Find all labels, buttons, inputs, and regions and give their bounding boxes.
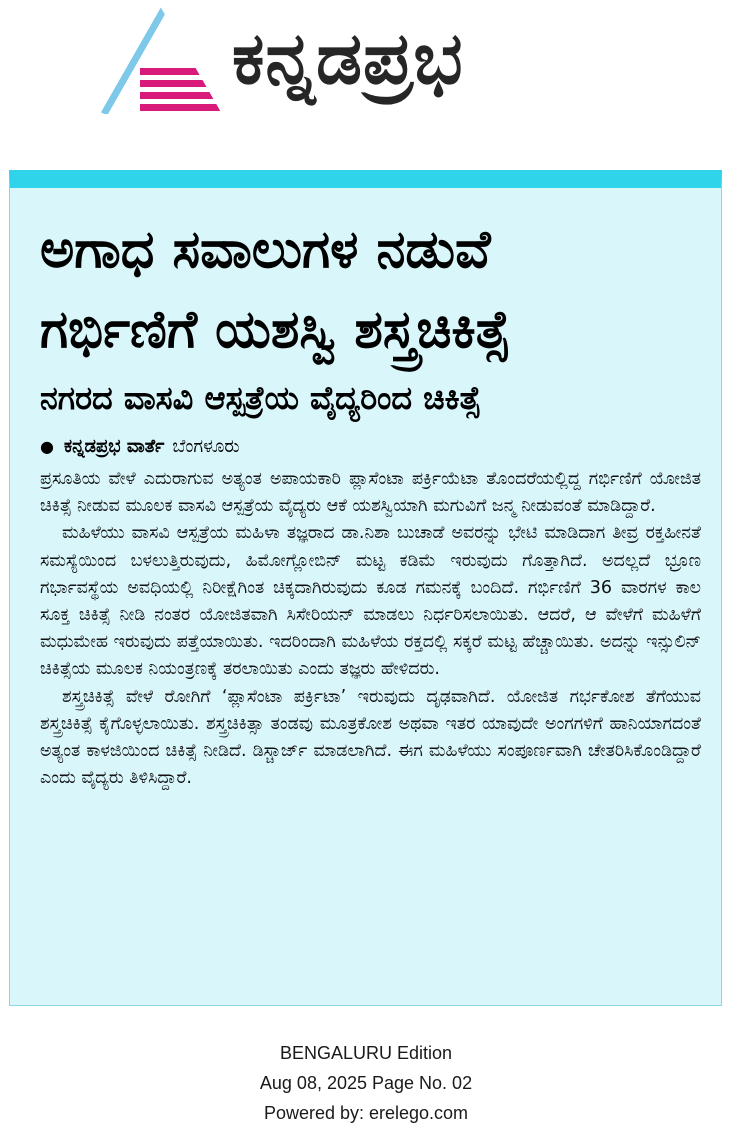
article-paragraph-2: ಮಹಿಳೆಯು ವಾಸವಿ ಆಸ್ಪತ್ರೆಯ ಮಹಿಳಾ ತಜ್ಞರಾದ ಡಾ.ನಿಶಾ ಬುಚಾಡೆ ಅವರನ್ನು ಭೇಟಿ ಮಾಡಿದಾಗ ತೀವ್ರ ರಕ್ತಹೀನತೆ ಸಮಸ್ಯೆಯಿಂದ ಬಳಲುತ್ತಿರುವುದು, ಹಿಮೋಗ್ಲೋಬಿನ್ ಮಟ್ಟ ಕಡಿಮೆ ಇರುವುದು ಗೊತ್ತಾಗಿದೆ. ಅದಲ್ಲದೆ ಭ್ರೂಣ ಗರ್ಭಾವಸ್ಥೆಯ ಅವಧಿಯಲ್ಲಿ ನಿರೀಕ್ಷೆಗಿಂತ ಚಿಕ್ಕದಾಗಿರುವುದು ಕೂಡ ಗಮನಕ್ಕೆ ಬಂದಿದೆ. ಗರ್ಭಿಣಿಗೆ 36 ವಾರಗಳ ಕಾಲ ಸೂಕ್ತ ಚಿಕಿತ್ಸೆ ನೀಡಿ ನಂತರ ಯೋಜಿತವಾಗಿ ಸಿಸೇರಿಯನ್ ಮಾಡಲು ನಿರ್ಧರಿಸಲಾಯಿತು. ಆದರೆ, ಆ ವೇಳೆಗೆ ಮಹಿಳೆಗೆ ಮಧುಮೇಹ ಇರುವುದು ಪತ್ತೆಯಾಯಿತು. ಇದರಿಂದಾಗಿ ಮಹಿಳೆಯ ರಕ್ತದಲ್ಲಿ ಸಕ್ಕರೆ ಮಟ್ಟ ಹೆಚ್ಚಾಯಿತು. ಅದನ್ನು ಇನ್ಸುಲಿನ್ ಚಿಕಿತ್ಸೆಯ ಮೂಲಕ ನಿಯಂತ್ರಣಕ್ಕೆ ತರಲಾಯಿತು ಎಂದು ತಜ್ಞರು ಹೇಳಿದರು. — [40, 523, 701, 680]
footer — [0, 1038, 732, 1128]
edition-label: BENGALURU Edition — [279, 1043, 453, 1063]
subheadline: ನಗರದ ವಾಸವಿ ಆಸ್ಪತ್ರೆಯ ವೈದ್ಯರಿಂದ ಚಿಕಿತ್ಸೆ — [40, 379, 481, 417]
byline-location: ಬೆಂಗಳೂರು — [172, 436, 240, 457]
headline-line-2: ಗರ್ಭಿಣಿಗೆ ಯಶಸ್ವಿ ಶಸ್ತ್ರಚಿಕಿತ್ಸೆ — [40, 300, 511, 360]
masthead — [0, 0, 732, 160]
masthead-title: ಕನ್ನಡಪ್ರಭ — [232, 16, 464, 100]
headline-line-1: ಅಗಾಧ ಸವಾಲುಗಳ ನಡುವೆ — [40, 220, 491, 280]
bullet-icon: ● — [40, 437, 54, 456]
article-paragraph-1: ಪ್ರಸೂತಿಯ ವೇಳೆ ಎದುರಾಗುವ ಅತ್ಯಂತ ಅಪಾಯಕಾರಿ ಪ್ಲಾಸೆಂಟಾ ಪರ್ಕ್ರಿಯೆಟಾ ತೊಂದರೆಯಲ್ಲಿದ್ದ ಗರ್ಭಿಣಿಗೆ ಯೋಜಿತ ಚಿಕಿತ್ಸೆ ನೀಡುವ ಮೂಲಕ ವಾಸವಿ ಆಸ್ಪತ್ರೆಯ ವೈದ್ಯರು ಆಕೆ ಯಶಸ್ವಿಯಾಗಿ ಮಗುವಿಗೆ ಜನ್ಮ ನೀಡುವಂತೆ ಮಾಡಿದ್ದಾರೆ. — [40, 469, 701, 517]
byline — [40, 434, 721, 460]
article-box — [9, 170, 722, 1006]
article-body — [40, 466, 701, 792]
powered-by-label: Powered by: erelego.com — [263, 1103, 469, 1123]
article-paragraph-3: ಶಸ್ತ್ರಚಿಕಿತ್ಸೆ ವೇಳೆ ರೋಗಿಗೆ ‘ಪ್ಲಾಸೆಂಟಾ ಪರ್ಕ್ರಿಟಾ’ ಇರುವುದು ದೃಢವಾಗಿದೆ. ಯೋಜಿತ ಗರ್ಭಕೋಶ ತೆಗೆಯುವ ಶಸ್ತ್ರಚಿಕಿತ್ಸೆ ಕೈಗೊಳ್ಳಲಾಯಿತು. ಶಸ್ತ್ರಚಿಕಿತ್ಸಾ ತಂಡವು ಮೂತ್ರಕೋಶ ಅಥವಾ ಇತರ ಯಾವುದೇ ಅಂಗಗಳಿಗೆ ಹಾನಿಯಾಗದಂತೆ ಅತ್ಯಂತ ಕಾಳಜಿಯಿಂದ ಚಿಕಿತ್ಸೆ ನೀಡಿದೆ. ಡಿಸ್ಚಾರ್ಜ್ ಮಾಡಲಾಗಿದೆ. ಈಗ ಮಹಿಳೆಯು ಸಂಪೂರ್ಣವಾಗಿ ಚೇತರಿಸಿಕೊಂಡಿದ್ದಾರೆ ಎಂದು ವೈದ್ಯರು ತಿಳಿಸಿದ್ದಾರೆ. — [40, 686, 701, 789]
headline — [40, 210, 721, 370]
byline-source: ಕನ್ನಡಪ್ರಭ ವಾರ್ತೆ — [63, 436, 165, 457]
date-page-label: Aug 08, 2025 Page No. 02 — [259, 1073, 473, 1093]
kannadaprabha-logo-icon — [96, 4, 226, 120]
